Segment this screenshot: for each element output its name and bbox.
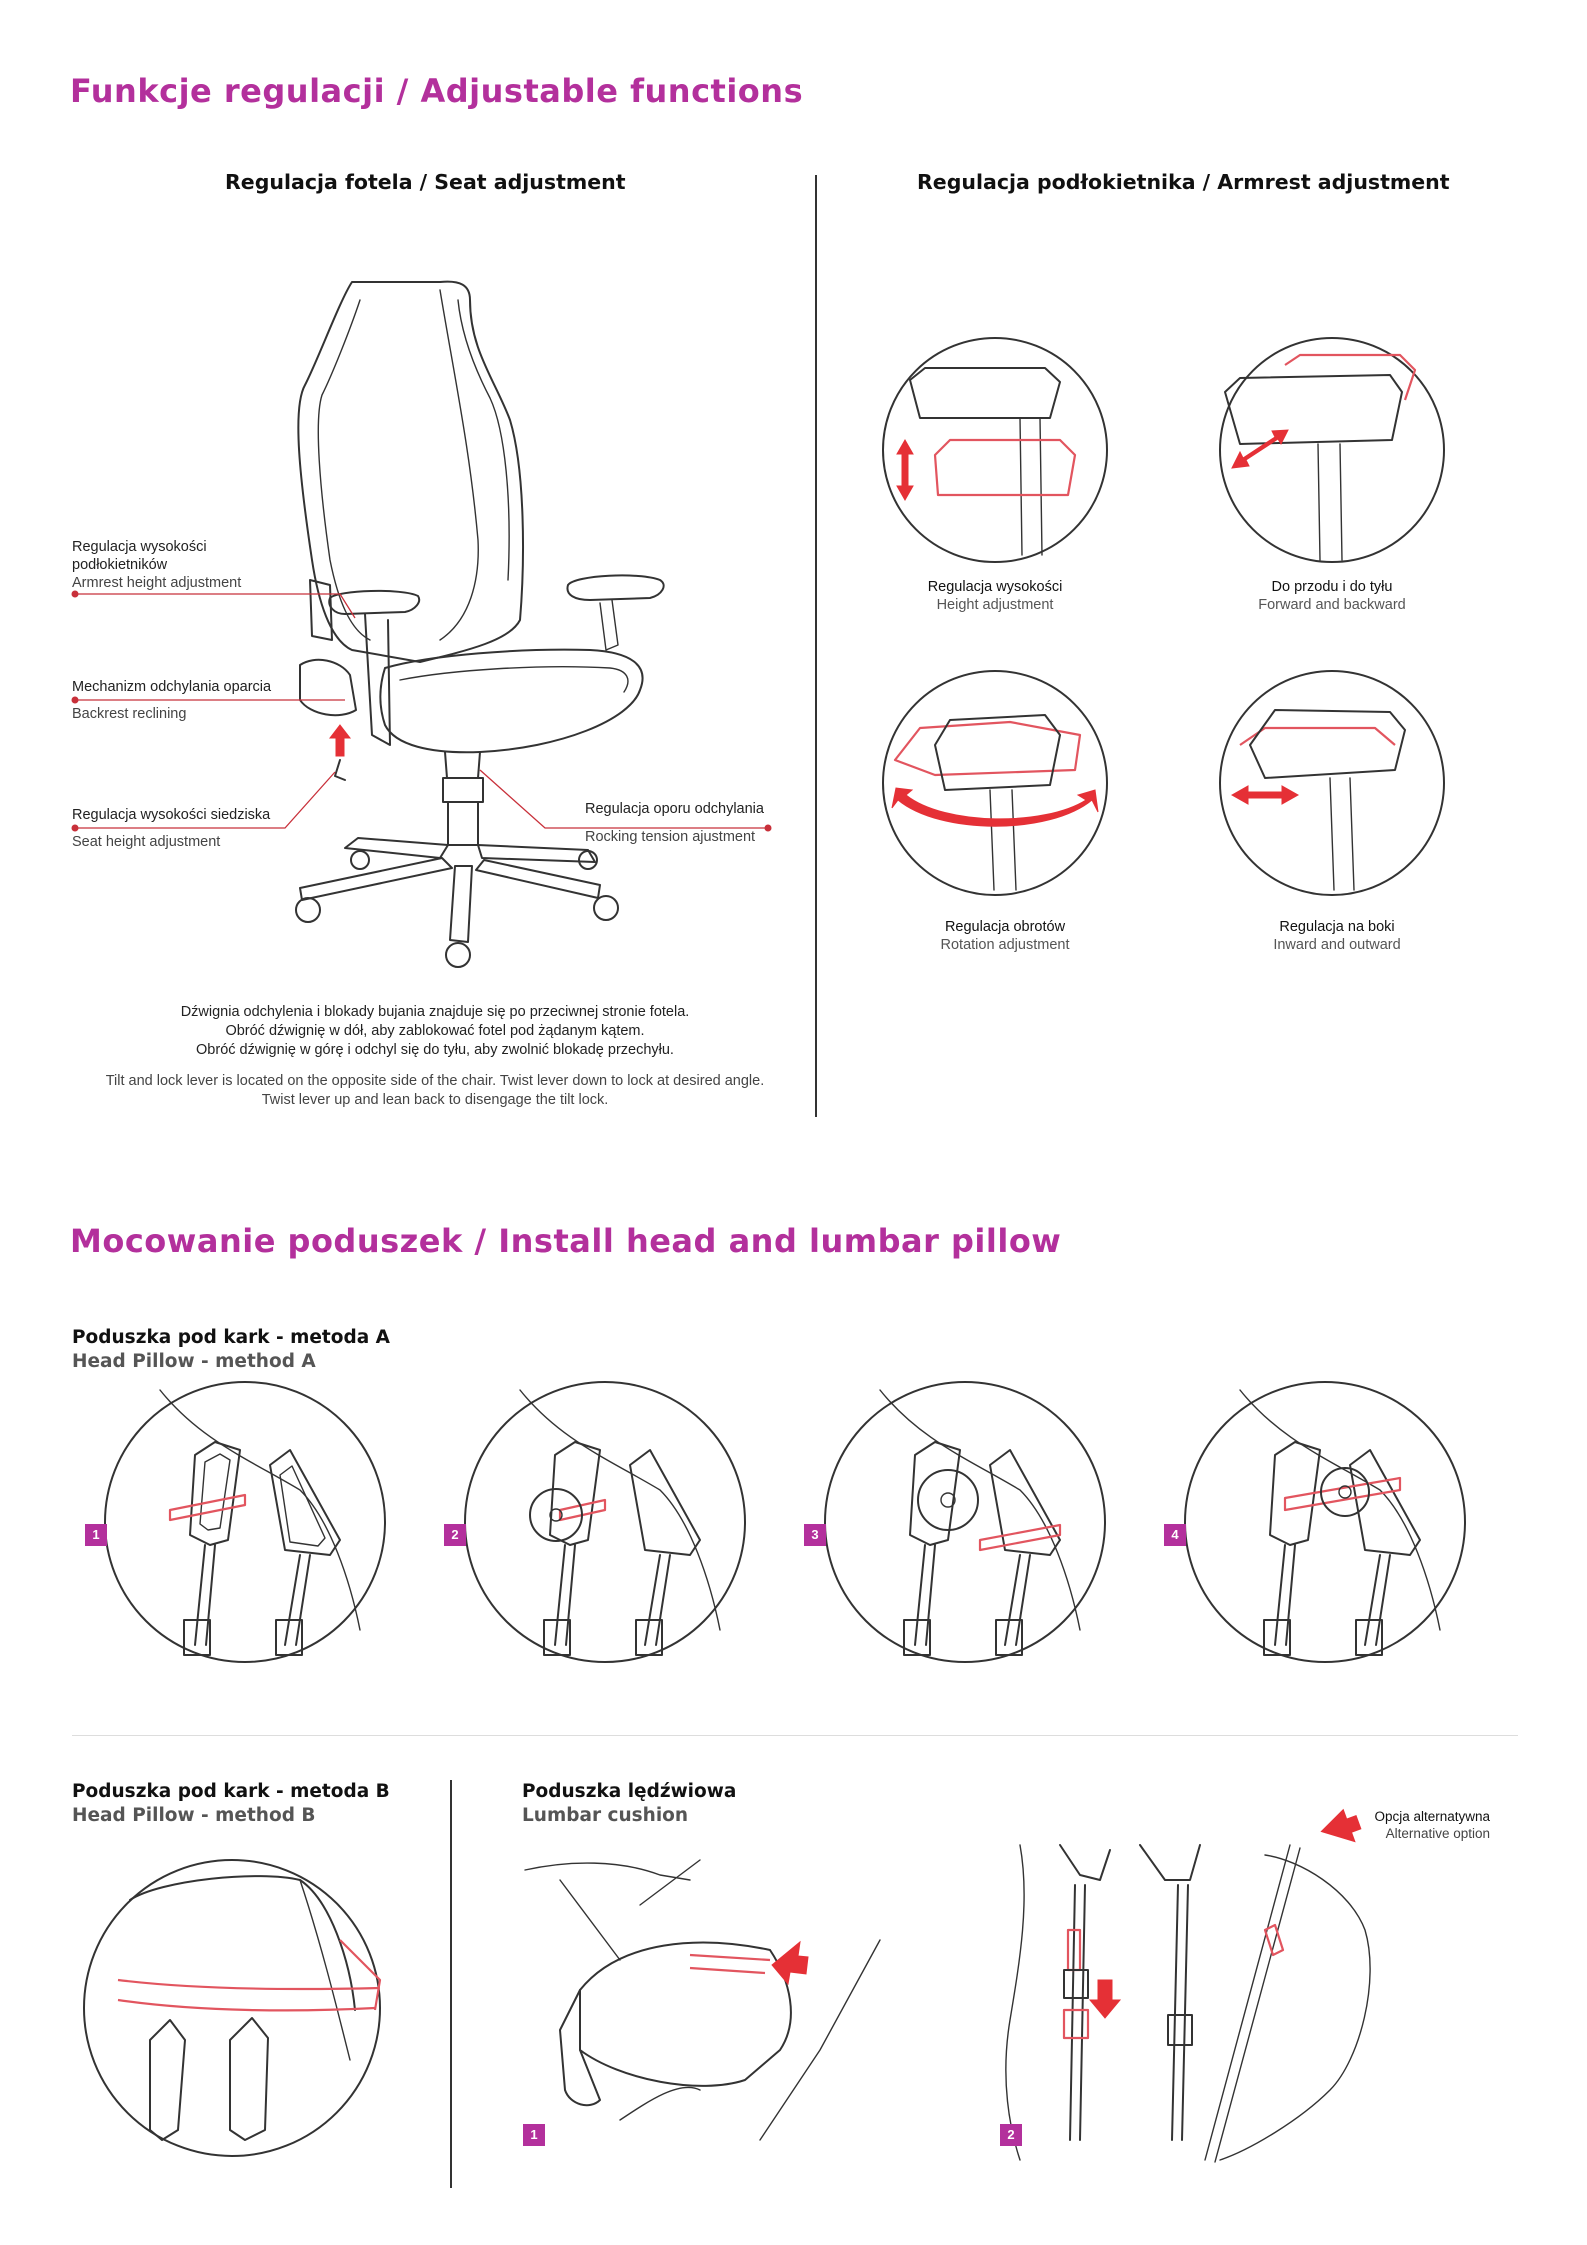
method-a-step-2: 2 [444,1524,466,1546]
lumbar-heading-pl: Poduszka lędźwiowa [522,1781,737,1802]
lumbar-step-2: 2 [1000,2124,1022,2146]
armrest-caption-forward-en: Forward and backward [1258,597,1406,613]
label-rocking-pl: Regulacja oporu odchylania [585,801,764,817]
method-a-step-1: 1 [85,1524,107,1546]
armrest-caption-inward-en: Inward and outward [1273,937,1401,953]
seat-note-en2: Twist lever up and lean back to disengage the tilt lock. [261,1092,609,1108]
section-title-adjustable: Funkcje regulacji / Adjustable functions [70,72,804,110]
method-a-step-4: 4 [1164,1524,1186,1546]
alternative-option-en: Alternative option [1385,1826,1490,1841]
label-backrest-pl: Mechanizm odchylania oparcia [72,679,272,695]
armrest-caption-height-en: Height adjustment [936,597,1054,613]
seat-note-en1: Tilt and lock lever is located on the opposite side of the chair. Twist lever down to lock at desired angle. [105,1073,765,1089]
label-rocking-en: Rocking tension ajustment [585,829,756,845]
armrest-caption-inward-pl: Regulacja na boki [1279,919,1395,935]
label-armrest-height-en: Armrest height adjustment [72,575,242,591]
method-a-step-3: 3 [804,1524,826,1546]
label-seat-height-pl: Regulacja wysokości siedziska [72,807,271,823]
armrest-caption-rotation-en: Rotation adjustment [940,937,1070,953]
label-backrest-en: Backrest reclining [72,706,187,722]
method-a-heading-pl: Poduszka pod kark - metoda A [72,1327,390,1348]
seat-adjustment-heading: Regulacja fotela / Seat adjustment [225,170,626,194]
armrest-adjustment-heading: Regulacja podłokietnika / Armrest adjustment [917,170,1450,194]
armrest-caption-forward-pl: Do przodu i do tyłu [1271,579,1393,595]
label-seat-height-en: Seat height adjustment [72,834,221,850]
method-a-heading-en: Head Pillow - method A [72,1351,316,1372]
armrest-caption-rotation-pl: Regulacja obrotów [944,919,1066,935]
armrest-caption-height-pl: Regulacja wysokości [927,579,1063,595]
alternative-option-pl: Opcja alternatywna [1374,1809,1490,1824]
method-b-heading-pl: Poduszka pod kark - metoda B [72,1781,390,1802]
method-b-heading-en: Head Pillow - method B [72,1805,316,1826]
seat-note-pl1: Dźwignia odchylenia i blokady bujania znajduje się po przeciwnej stronie fotela. [180,1004,690,1020]
label-armrest-height-pl1: Regulacja wysokości [72,539,207,555]
lumbar-step-1: 1 [523,2124,545,2146]
seat-note-pl2: Obróć dźwignię w dół, aby zablokować fotel pod żądanym kątem. [225,1023,645,1039]
section-title-pillows: Mocowanie poduszek / Install head and lumbar pillow [70,1222,1062,1260]
seat-note-pl3: Obróć dźwignię w górę i odchyl się do tyłu, aby zwolnić blokadę przechyłu. [196,1042,674,1058]
label-armrest-height-pl2: podłokietników [72,557,168,573]
lumbar-heading-en: Lumbar cushion [522,1805,689,1826]
alternative-option-label [1340,1808,1490,1842]
